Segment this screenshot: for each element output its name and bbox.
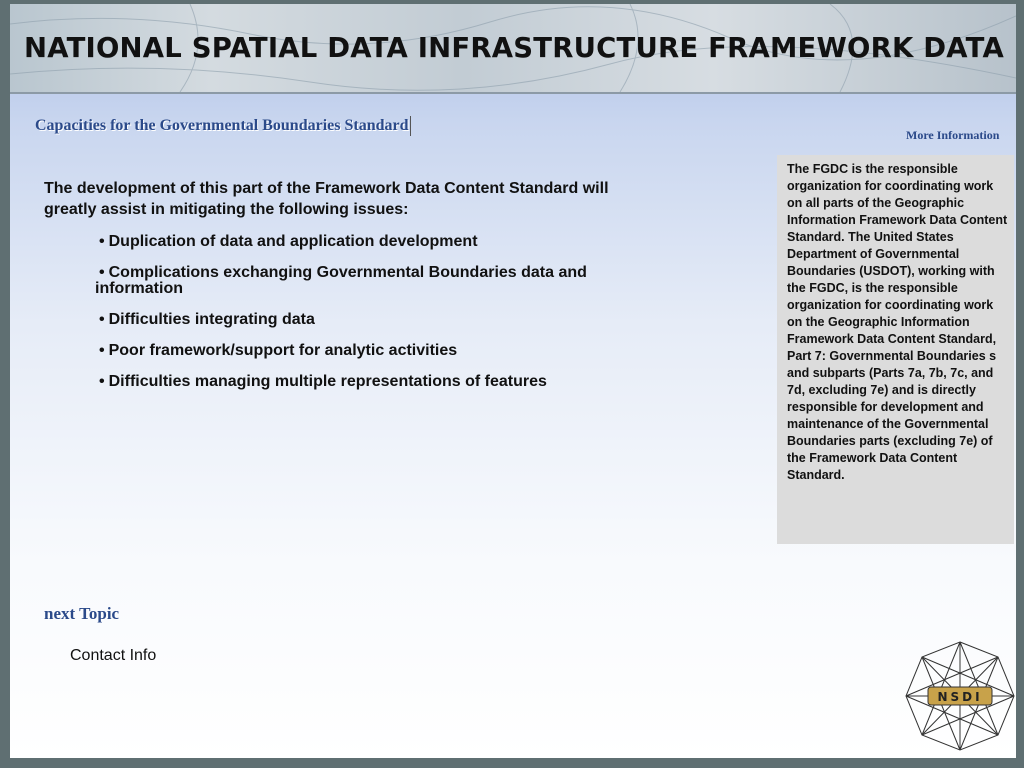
header-banner bbox=[10, 4, 1016, 94]
list-item: • Difficulties managing multiple representations of features bbox=[99, 373, 547, 390]
intro-text: The development of this part of the Framework Data Content Standard will greatly assist in mitigating the following issues: bbox=[44, 180, 609, 218]
contact-info-link[interactable]: Contact Info bbox=[70, 647, 157, 664]
more-information-link[interactable]: More Information bbox=[906, 128, 1000, 142]
banner-title: NATIONAL SPATIAL DATA INFRASTRUCTURE FRAMEWORK DATA bbox=[24, 32, 1004, 64]
issues-list bbox=[95, 234, 655, 405]
next-topic-link[interactable]: next Topic bbox=[44, 604, 120, 623]
logo-text: NSDI bbox=[937, 690, 983, 704]
list-item: • Duplication of data and application development bbox=[99, 233, 478, 250]
list-item: • Difficulties integrating data bbox=[99, 311, 315, 328]
list-item: • Poor framework/support for analytic activities bbox=[99, 342, 458, 359]
info-sidebox bbox=[777, 155, 1014, 544]
sidebox-text: The FGDC is the responsible organization for coordinating work on all parts of the Geographic Information Framework Data Content Standard. The United States Department of Governmental Boundaries (USDOT), working with the FGDC, is the responsible organization for coordinating work on the Geographic Information Framework Data Content Standard, Part 7: Governmental Boundaries s and subparts (Parts 7a, 7b, 7c, and 7d, excluding 7e) and is directly responsible for development and maintenance of the Governmental Boundaries parts (excluding 7e) of the Framework Data Content Standard. bbox=[787, 162, 1008, 482]
list-item: • Complications exchanging Governmental Boundaries data and information bbox=[95, 264, 587, 297]
nsdi-logo-icon bbox=[904, 640, 1016, 752]
slide-frame bbox=[10, 4, 1016, 758]
page-title: Capacities for the Governmental Boundaries Standard bbox=[35, 116, 411, 136]
